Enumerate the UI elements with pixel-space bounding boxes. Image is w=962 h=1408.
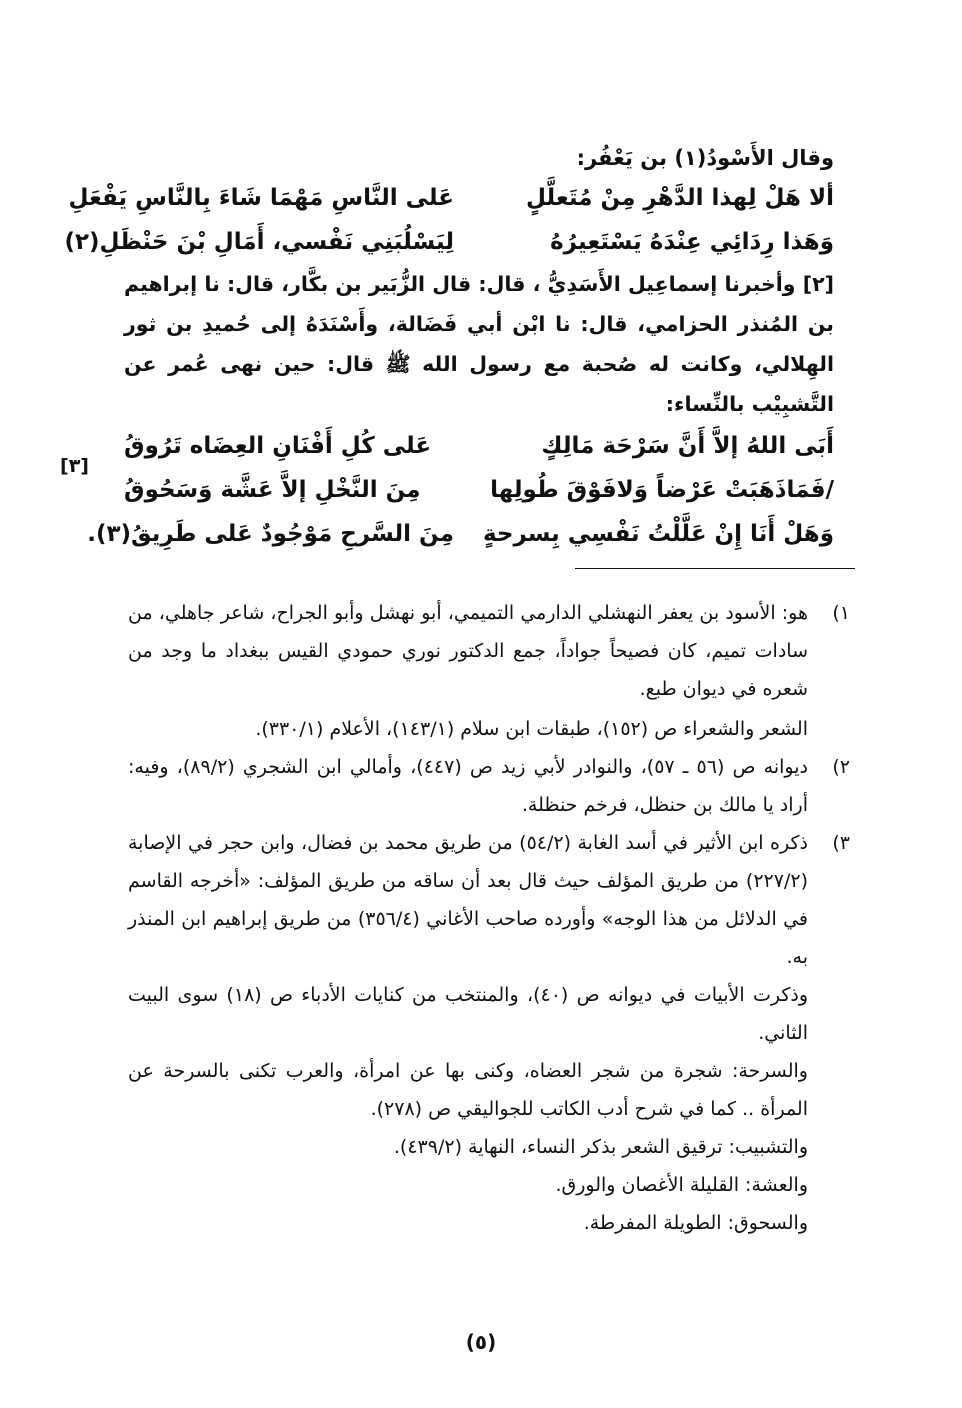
verse-line bbox=[124, 424, 834, 468]
footnote-number: ٣) bbox=[832, 832, 850, 854]
verse-second-hemistich: عَلى النَّاسِ مَهْمَا شَاءَ بِالنَّاسِ يَفْعَلِ bbox=[68, 185, 454, 211]
verse-line bbox=[124, 468, 834, 512]
verse-first-hemistich: /فَمَاذَهَبَتْ عَرْضاً وَلافَوْقَ طُولِها bbox=[490, 477, 834, 503]
footnote-paragraph: والسحوق: الطويلة المفرطة. bbox=[583, 1212, 808, 1234]
verse-first-hemistich: وَهَذا رِدَائِي عِنْدَهُ يَسْتَعِيرُهُ bbox=[550, 229, 834, 255]
verse-first-hemistich: أَبَى اللهُ إلاَّ أَنَّ سَرْحَة مَالِكٍ bbox=[541, 433, 834, 459]
verse-first-hemistich: وَهَلْ أَنَا إِنْ عَلَّلْتُ نَفْسِي بِسرحةٍ bbox=[482, 521, 834, 547]
footnote-text: هو: الأسود بن يعفر النهشلي الدارمي التميمي، أبو نهشل وأبو الجراح، شاعر جاهلي، من سادات تميم، كان فصيحاً جواداً، جمع الدكتور نوري حمودي القيس ببغداد ما وجد من شعره في ديوان طبع. bbox=[128, 602, 808, 700]
main-text bbox=[64, 140, 834, 556]
page-number: (٥) bbox=[465, 1330, 497, 1354]
verse-first-hemistich: ألا هَلْ لِهذا الدَّهْرِ مِنْ مُتَعلَّلٍ bbox=[525, 185, 834, 211]
verse-second-hemistich: عَلى كُلِ أَفْنَانِ العِضَاه تَرُوقُ bbox=[124, 433, 432, 459]
footnote-paragraph: وذكرت الأبيات في ديوانه ص (٤٠)، والمنتخب من كنايات الأدباء ص (١٨) سوى البيت الثاني. bbox=[128, 984, 808, 1044]
footnote-divider bbox=[575, 568, 855, 569]
verse-line bbox=[64, 220, 834, 264]
footnote-sources: الشعر والشعراء ص (١٥٢)، طبقات ابن سلام (١٤٣/١)، الأعلام (٣٣٠/١). bbox=[255, 718, 808, 740]
verse-line bbox=[87, 512, 834, 556]
footnote-body bbox=[128, 594, 808, 748]
footnote-body bbox=[128, 824, 808, 976]
narration-paragraph: [٢] وأخبرنا إسماعِيل الأَسَدِيُّ ، قال: قال الزُّبَير بن بكَّار، قال: نا إبراهيم بن المُنذر الحزامي، قال: نا ابْن أبي فَضَالة، وأَسْنَدَهُ إلى حُميدِ بن ثور الهِلالي، وكانت له صُحبة مع رسول الله ﷺ قال: حين نهى عُمر عن التَّشبِيْب بالنِّساء: bbox=[124, 272, 834, 416]
verse-second-hemistich: مِنَ السَّرحِ مَوْجُودٌ عَلى طَرِيقُ(٣). bbox=[87, 521, 454, 547]
footnote-text: ذكره ابن الأثير في أسد الغابة (٥٤/٢) من طريق محمد بن فضال، وابن حجر في الإصابة (٢٢٧/٢) من طريق المؤلف حيث قال بعد أن ساقه من طريق المؤلف: «أخرجه القاسم في الدلائل من هذا الوجه» وأورده صاحب الأغاني (٣٥٦/٤) من طريق إبراهيم ابن المنذر به. bbox=[128, 832, 809, 968]
footnote-number: ١) bbox=[832, 602, 850, 624]
margin-page-marker: [٣] bbox=[60, 455, 89, 477]
footnote-paragraph: والتشبيب: ترقيق الشعر بذكر النساء، النهاية (٤٣٩/٢). bbox=[393, 1136, 808, 1158]
footnotes bbox=[128, 594, 850, 1242]
footnote-number: ٢) bbox=[832, 756, 850, 778]
footnote-item bbox=[128, 824, 850, 976]
intro-line: وقال الأَسْودُ(١) بن يَعْفُر: bbox=[576, 146, 834, 170]
verse-line bbox=[68, 176, 834, 220]
verse-second-hemistich: لِيَسْلُبَنِي نَفْسي، أَمَالِ بْنَ حَنْظَلِ(٢) bbox=[64, 229, 454, 255]
footnote-paragraph: والعشة: القليلة الأغصان والورق. bbox=[555, 1174, 808, 1196]
footnote-item bbox=[128, 594, 850, 748]
footnote-item bbox=[128, 748, 850, 824]
poem-2 bbox=[87, 424, 834, 556]
footnote-continuation bbox=[128, 976, 850, 1242]
poem-1 bbox=[64, 176, 834, 264]
footnote-text: ديوانه ص (٥٦ ـ ٥٧)، والنوادر لأبي زيد ص (٤٤٧)، وأمالي ابن الشجري (٨٩/٢)، وفيه: أراد يا مالك بن حنظل، فرخم حنظلة. bbox=[128, 756, 808, 816]
footnote-body bbox=[128, 748, 808, 824]
verse-second-hemistich: مِنَ النَّخْلِ إلاَّ عَشَّة وَسَحُوقُ bbox=[124, 477, 421, 503]
footnote-paragraph: والسرحة: شجرة من شجر العضاه، وكنى بها عن امرأة، والعرب تكنى بالسرحة عن المرأة .. كما في شرح أدب الكاتب للجواليقي ص (٢٧٨). bbox=[128, 1060, 808, 1120]
